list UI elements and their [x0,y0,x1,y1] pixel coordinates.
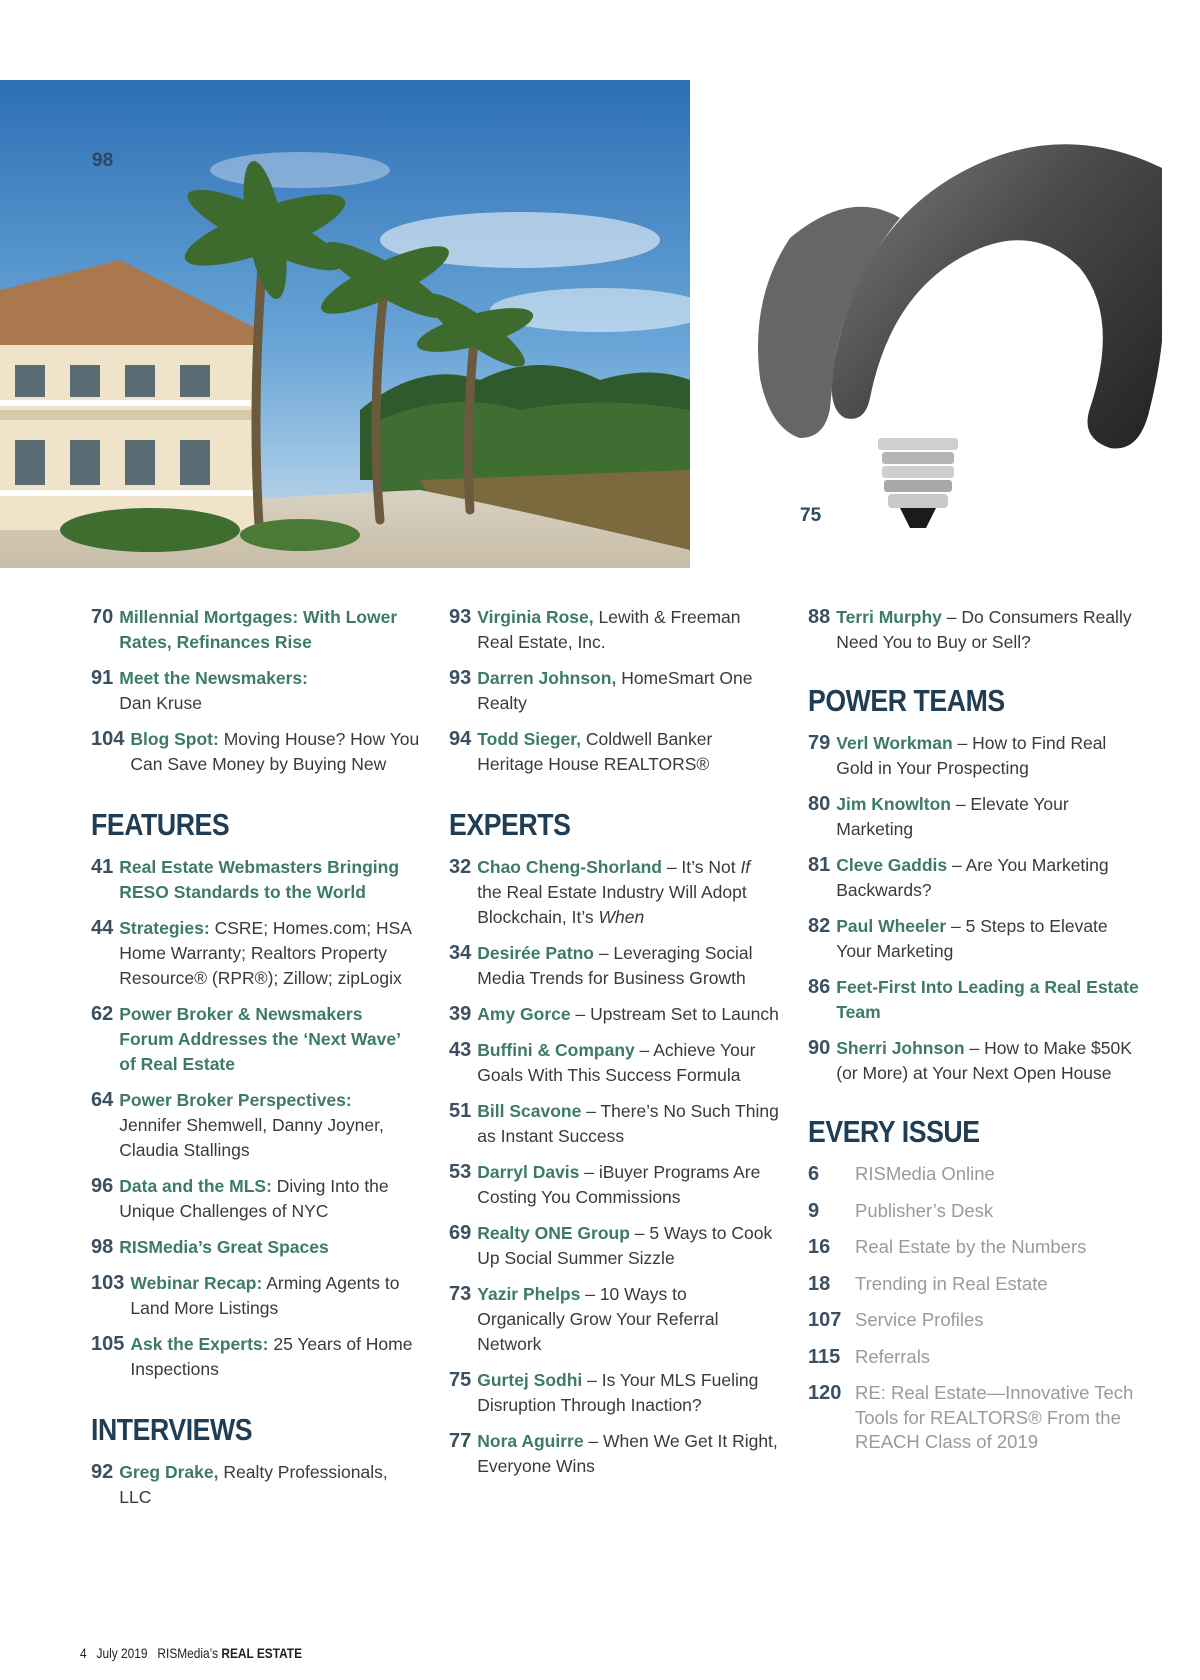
toc-description: the Real Estate Industry Will Adopt Blockchain, It’s [477,882,747,927]
toc-description: – There’s No Such Thing as Instant Success [477,1101,779,1146]
toc-page-number: 81 [808,854,831,876]
toc-entry[interactable] [808,731,1143,781]
toc-entry[interactable] [449,1160,779,1210]
toc-title: Gurtej Sodhi [477,1370,583,1390]
toc-page-number: 88 [808,606,831,628]
toc-title: Todd Sieger, [477,729,581,749]
toc-page-number: 107 [808,1309,842,1331]
toc-page-number: 96 [91,1175,114,1197]
toc-title: Verl Workman [836,733,953,753]
toc-description: Jennifer Shemwell, Danny Joyner, Claudia Stallings [119,1115,384,1160]
toc-entry[interactable] [808,914,1143,964]
toc-description: – 5 Ways to Cook Up Social Summer Sizzle [477,1223,773,1268]
every-issue-item[interactable] [808,1308,1143,1333]
every-issue-item[interactable] [808,1199,1143,1224]
toc-entry[interactable] [808,792,1143,842]
toc-column-1 [91,605,421,1521]
toc-title: Terri Murphy [836,607,942,627]
toc-entry[interactable] [91,855,421,905]
toc-title: Chao Cheng-Shorland [477,857,662,877]
toc-page-number: 90 [808,1037,831,1059]
toc-entry[interactable] [808,1036,1143,1086]
toc-description: – iBuyer Programs Are Costing You Commissions [477,1162,761,1207]
footer-publication-title: REAL ESTATE [221,1645,303,1661]
toc-title: Webinar Recap: [130,1273,263,1293]
toc-entry[interactable] [449,605,779,655]
toc-description-emphasis: When [598,907,645,927]
toc-description-emphasis: If [740,857,751,877]
toc-page-number: 105 [91,1333,125,1355]
toc-title: Strategies: [119,918,210,938]
toc-description: Arming Agents to Land More Listings [130,1273,400,1318]
toc-description: CSRE; Homes.com; HSA Home Warranty; Realtors Property Resource® (RPR®); Zillow; zipLogix [119,918,412,988]
toc-title: Buffini & Company [477,1040,635,1060]
toc-description: – Do Consumers Really Need You to Buy or Sell? [836,607,1132,652]
toc-title: Nora Aguirre [477,1431,584,1451]
toc-title: Power Broker Perspectives: [119,1090,352,1110]
toc-page-number: 77 [449,1430,472,1452]
toc-title: Amy Gorce [477,1004,571,1024]
toc-entry[interactable] [91,727,421,777]
toc-title: Feet-First Into Leading a Real Estate Team [836,977,1139,1022]
every-issue-label: Service Profiles [855,1309,984,1330]
toc-page-number: 104 [91,728,125,750]
toc-description: 25 Years of Home Inspections [130,1334,413,1379]
toc-page-number: 79 [808,732,831,754]
toc-title: Power Broker & Newsmakers Forum Addresses the ‘Next Wave’ of Real Estate [119,1004,400,1074]
toc-description: – Leveraging Social Media Trends for Business Growth [477,943,753,988]
page-footer [80,1645,302,1661]
toc-page-number: 98 [91,1236,114,1258]
toc-page-number: 9 [808,1199,820,1222]
toc-page-number: 41 [91,856,114,878]
toc-page-number: 69 [449,1222,472,1244]
toc-entry[interactable] [91,916,421,991]
toc-page-number: 120 [808,1382,842,1404]
toc-page-number: 39 [449,1003,472,1025]
photo-page-ref-left: 98 [92,150,114,171]
toc-entry[interactable] [91,1332,421,1382]
hand-lightbulb-photo [730,78,1162,548]
section-heading-experts: EXPERTS [449,807,571,842]
toc-title: Data and the MLS: [119,1176,272,1196]
toc-title: Paul Wheeler [836,916,947,936]
section-heading-features: FEATURES [91,807,230,842]
toc-entry[interactable] [449,855,779,930]
toc-description: – Are You Marketing Backwards? [836,855,1109,900]
footer-publication: RISMedia’s [157,1645,219,1661]
every-issue-label: Publisher’s Desk [855,1199,994,1221]
every-issue-label: Referrals [855,1345,931,1367]
toc-entry[interactable] [91,666,421,716]
toc-description: – When We Get It Right, Everyone Wins [477,1431,778,1476]
toc-entry[interactable] [449,727,779,777]
toc-description: – 5 Steps to Elevate Your Marketing [836,916,1108,961]
toc-description: Diving Into the Unique Challenges of NYC [119,1176,389,1221]
toc-description: – Achieve Your Goals With This Success Formula [477,1040,756,1085]
toc-entry[interactable] [91,1174,421,1224]
toc-page-number: 18 [808,1272,831,1295]
toc-title: Blog Spot: [130,729,219,749]
toc-entry[interactable] [449,1221,779,1271]
toc-page-number: 93 [449,606,472,628]
toc-title: Greg Drake, [119,1462,219,1482]
every-issue-label: Real Estate by the Numbers [855,1236,1087,1257]
toc-page-number: 82 [808,915,831,937]
every-issue-label: RE: Real Estate—Innovative Tech Tools for REALTORS® From the REACH Class of 2019 [855,1382,1134,1452]
every-issue-item[interactable] [808,1162,1143,1187]
toc-entry[interactable] [91,1088,421,1163]
every-issue-label: RISMedia Online [855,1163,995,1184]
toc-page-number: 44 [91,917,114,939]
toc-title: Sherri Johnson [836,1038,965,1058]
toc-title: RISMedia’s Great Spaces [119,1237,329,1257]
toc-description: – How to Make $50K (or More) at Your Next Open House [836,1038,1132,1083]
toc-title: Darryl Davis [477,1162,580,1182]
toc-description: Realty Professionals, LLC [119,1462,388,1507]
toc-page-number: 34 [449,942,472,964]
toc-title: Yazir Phelps [477,1284,581,1304]
toc-entry[interactable] [808,853,1143,903]
toc-page-number: 92 [91,1461,114,1483]
toc-entry[interactable] [91,1460,421,1510]
every-issue-label: Trending in Real Estate [855,1272,1048,1294]
toc-entry[interactable] [449,1429,779,1479]
toc-title: Bill Scavone [477,1101,582,1121]
toc-entry[interactable] [449,1282,779,1357]
toc-title: Jim Knowlton [836,794,951,814]
toc-title: Realty ONE Group [477,1223,630,1243]
toc-description: HomeSmart One Realty [477,668,753,713]
toc-page-number: 43 [449,1039,472,1061]
toc-page-number: 70 [91,606,114,628]
toc-page-number: 75 [449,1369,472,1391]
toc-description: Moving House? How You Can Save Money by Buying New [130,729,420,774]
toc-page-number: 64 [91,1089,114,1111]
toc-entry[interactable] [91,1235,421,1260]
toc-description: Dan Kruse [119,693,202,713]
toc-entry[interactable] [449,941,779,991]
toc-title: Virginia Rose, [477,607,594,627]
toc-description: Lewith & Freeman Real Estate, Inc. [477,607,741,652]
toc-description: – Elevate Your Marketing [836,794,1069,839]
toc-title: Meet the Newsmakers: [119,668,308,688]
toc-page-number: 93 [449,667,472,689]
toc-entry[interactable] [808,975,1143,1025]
toc-page-number: 51 [449,1100,472,1122]
toc-page-number: 32 [449,856,472,878]
toc-description: Coldwell Banker Heritage House REALTORS® [477,729,713,774]
every-issue-item[interactable] [808,1345,1143,1370]
toc-title: Real Estate Webmasters Bringing RESO Standards to the World [119,857,400,902]
toc-title: Millennial Mortgages: With Lower Rates, Refinances Rise [119,607,398,652]
toc-entry[interactable] [449,1002,779,1027]
toc-entry[interactable] [449,1368,779,1418]
toc-page-number: 103 [91,1272,125,1294]
toc-page-number: 91 [91,667,114,689]
toc-description: – How to Find Real Gold in Your Prospecting [836,733,1107,778]
toc-page-number: 115 [808,1345,841,1368]
toc-entry[interactable] [91,1002,421,1077]
toc-description: – Is Your MLS Fueling Disruption Through Inaction? [477,1370,759,1415]
toc-page-number: 86 [808,976,831,998]
section-heading-power-teams: POWER TEAMS [808,683,1005,718]
toc-entry[interactable] [91,605,421,655]
toc-title: Ask the Experts: [130,1334,269,1354]
toc-page-number: 94 [449,728,472,750]
toc-entry[interactable] [91,1271,421,1321]
footer-page-number: 4 [80,1645,87,1661]
toc-description: – It’s Not [661,857,741,877]
every-issue-item[interactable] [808,1381,1143,1455]
toc-page-number: 80 [808,793,831,815]
toc-page-number: 16 [808,1236,831,1258]
footer-date: July 2019 [96,1645,148,1661]
toc-page-number: 6 [808,1163,820,1185]
every-issue-item[interactable] [808,1272,1143,1297]
toc-entry[interactable] [449,1099,779,1149]
toc-description: – Upstream Set to Launch [570,1004,779,1024]
toc-page-number: 53 [449,1161,472,1183]
photo-page-ref-right: 75 [800,505,822,526]
toc-title: Cleve Gaddis [836,855,948,875]
toc-column-2 [449,605,779,1490]
every-issue-item[interactable] [808,1235,1143,1260]
toc-page-number: 73 [449,1283,472,1305]
toc-entry[interactable] [449,1038,779,1088]
toc-page-number: 62 [91,1003,114,1025]
toc-column-3 [808,605,1143,1467]
section-heading-interviews: INTERVIEWS [91,1412,253,1447]
toc-title: Desirée Patno [477,943,594,963]
toc-description: – 10 Ways to Organically Grow Your Referral Network [477,1284,719,1354]
section-heading-every-issue: EVERY ISSUE [808,1114,980,1149]
toc-entry[interactable] [808,605,1143,655]
toc-entry[interactable] [449,666,779,716]
toc-title: Darren Johnson, [477,668,617,688]
